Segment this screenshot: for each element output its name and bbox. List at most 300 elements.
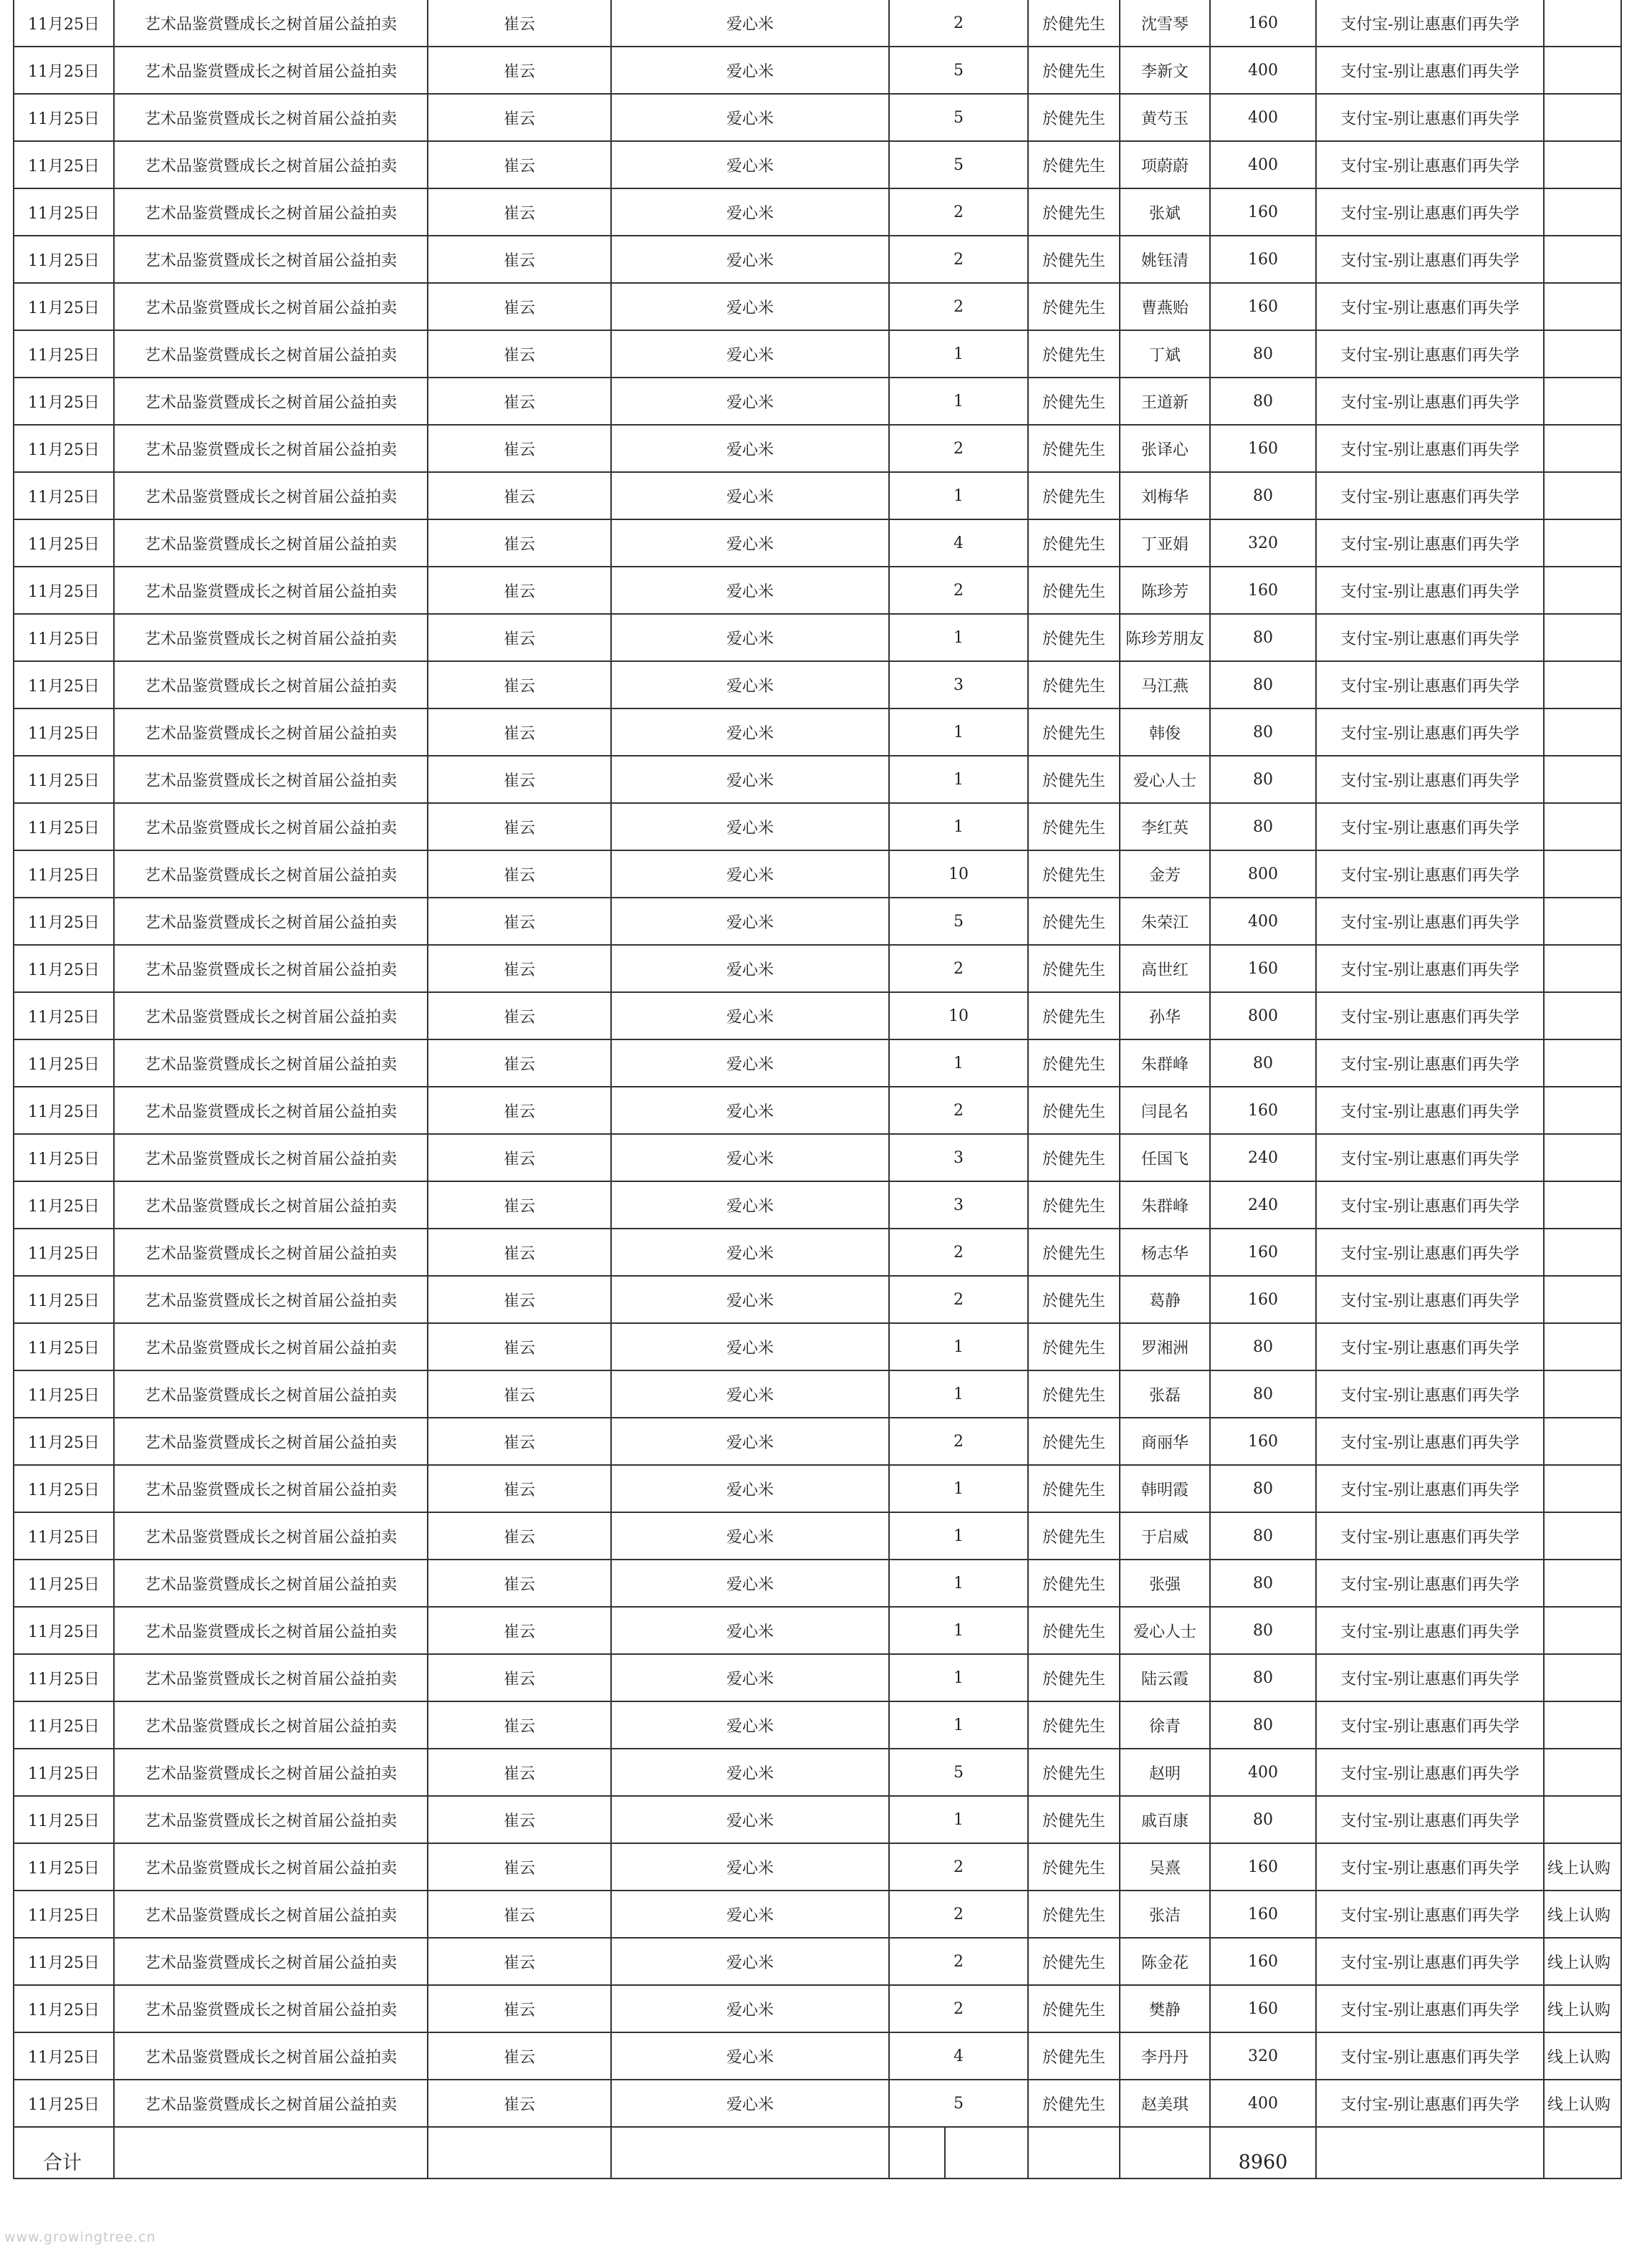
note-cell: 线上认购 xyxy=(1544,1985,1621,2032)
donor-cell: 丁斌 xyxy=(1120,330,1210,378)
donor-cell: 朱群峰 xyxy=(1120,1039,1210,1087)
quantity-cell: 10 xyxy=(889,850,1028,898)
quantity-cell: 2 xyxy=(889,236,1028,283)
item-cell: 爱心米 xyxy=(611,1465,889,1512)
channel-cell: 支付宝-别让惠惠们再失学 xyxy=(1316,992,1544,1039)
channel-cell: 支付宝-别让惠惠们再失学 xyxy=(1316,850,1544,898)
amount-cell: 160 xyxy=(1210,283,1316,330)
seller-cell: 於健先生 xyxy=(1028,1843,1120,1891)
event-cell: 艺术品鉴赏暨成长之树首届公益拍卖 xyxy=(114,1654,428,1701)
date-cell: 11月25日 xyxy=(14,330,114,378)
event-cell: 艺术品鉴赏暨成长之树首届公益拍卖 xyxy=(114,378,428,425)
item-cell: 爱心米 xyxy=(611,756,889,803)
date-cell: 11月25日 xyxy=(14,614,114,661)
quantity-cell: 1 xyxy=(889,1701,1028,1749)
note-cell: 线上认购 xyxy=(1544,2032,1621,2080)
note-cell xyxy=(1544,330,1621,378)
donor-cell: 曹燕贻 xyxy=(1120,283,1210,330)
organizer-cell: 崔云 xyxy=(428,1843,611,1891)
organizer-cell: 崔云 xyxy=(428,1749,611,1796)
quantity-cell: 2 xyxy=(889,1418,1028,1465)
date-cell: 11月25日 xyxy=(14,567,114,614)
channel-cell: 支付宝-别让惠惠们再失学 xyxy=(1316,0,1544,47)
seller-cell: 於健先生 xyxy=(1028,1938,1120,1985)
quantity-cell: 4 xyxy=(889,2032,1028,2080)
channel-cell: 支付宝-别让惠惠们再失学 xyxy=(1316,236,1544,283)
seller-cell: 於健先生 xyxy=(1028,1229,1120,1276)
quantity-cell: 3 xyxy=(889,661,1028,708)
note-cell xyxy=(1544,1276,1621,1323)
event-cell: 艺术品鉴赏暨成长之树首届公益拍卖 xyxy=(114,1370,428,1418)
date-cell: 11月25日 xyxy=(14,188,114,236)
item-cell: 爱心米 xyxy=(611,850,889,898)
seller-cell: 於健先生 xyxy=(1028,141,1120,188)
note-cell: 线上认购 xyxy=(1544,2080,1621,2127)
total-label: 合计 xyxy=(14,2127,114,2178)
note-cell xyxy=(1544,47,1621,94)
quantity-cell: 1 xyxy=(889,472,1028,519)
organizer-cell: 崔云 xyxy=(428,283,611,330)
date-cell: 11月25日 xyxy=(14,708,114,756)
event-cell: 艺术品鉴赏暨成长之树首届公益拍卖 xyxy=(114,1229,428,1276)
event-cell: 艺术品鉴赏暨成长之树首届公益拍卖 xyxy=(114,1134,428,1181)
total-cell-empty xyxy=(611,2127,889,2178)
organizer-cell: 崔云 xyxy=(428,756,611,803)
date-cell: 11月25日 xyxy=(14,1938,114,1985)
date-cell: 11月25日 xyxy=(14,1087,114,1134)
quantity-cell: 3 xyxy=(889,1134,1028,1181)
seller-cell: 於健先生 xyxy=(1028,661,1120,708)
channel-cell: 支付宝-别让惠惠们再失学 xyxy=(1316,1134,1544,1181)
amount-cell: 80 xyxy=(1210,1701,1316,1749)
table-row xyxy=(14,2032,1621,2080)
seller-cell: 於健先生 xyxy=(1028,1607,1120,1654)
note-cell xyxy=(1544,803,1621,850)
note-cell: 线上认购 xyxy=(1544,1938,1621,1985)
donor-cell: 张斌 xyxy=(1120,188,1210,236)
donor-cell: 朱荣江 xyxy=(1120,898,1210,945)
quantity-cell: 2 xyxy=(889,567,1028,614)
note-cell xyxy=(1544,567,1621,614)
donation-table xyxy=(13,0,1622,2179)
item-cell: 爱心米 xyxy=(611,614,889,661)
note-cell xyxy=(1544,188,1621,236)
seller-cell: 於健先生 xyxy=(1028,236,1120,283)
seller-cell: 於健先生 xyxy=(1028,330,1120,378)
seller-cell: 於健先生 xyxy=(1028,425,1120,472)
date-cell: 11月25日 xyxy=(14,0,114,47)
quantity-cell: 1 xyxy=(889,1465,1028,1512)
event-cell: 艺术品鉴赏暨成长之树首届公益拍卖 xyxy=(114,803,428,850)
channel-cell: 支付宝-别让惠惠们再失学 xyxy=(1316,1985,1544,2032)
event-cell: 艺术品鉴赏暨成长之树首届公益拍卖 xyxy=(114,236,428,283)
item-cell: 爱心米 xyxy=(611,661,889,708)
table-row xyxy=(14,1985,1621,2032)
item-cell: 爱心米 xyxy=(611,1370,889,1418)
note-cell xyxy=(1544,898,1621,945)
event-cell: 艺术品鉴赏暨成长之树首届公益拍卖 xyxy=(114,1891,428,1938)
organizer-cell: 崔云 xyxy=(428,614,611,661)
quantity-cell: 10 xyxy=(889,992,1028,1039)
item-cell: 爱心米 xyxy=(611,1843,889,1891)
note-cell xyxy=(1544,945,1621,992)
note-cell: 线上认购 xyxy=(1544,1891,1621,1938)
item-cell: 爱心米 xyxy=(611,708,889,756)
donor-cell: 吴熹 xyxy=(1120,1843,1210,1891)
seller-cell: 於健先生 xyxy=(1028,0,1120,47)
event-cell: 艺术品鉴赏暨成长之树首届公益拍卖 xyxy=(114,1607,428,1654)
donor-cell: 王道新 xyxy=(1120,378,1210,425)
donor-cell: 张洁 xyxy=(1120,1891,1210,1938)
item-cell: 爱心米 xyxy=(611,519,889,567)
quantity-cell: 5 xyxy=(889,94,1028,141)
note-cell xyxy=(1544,0,1621,47)
date-cell: 11月25日 xyxy=(14,378,114,425)
organizer-cell: 崔云 xyxy=(428,1465,611,1512)
date-cell: 11月25日 xyxy=(14,519,114,567)
item-cell: 爱心米 xyxy=(611,47,889,94)
date-cell: 11月25日 xyxy=(14,756,114,803)
channel-cell: 支付宝-别让惠惠们再失学 xyxy=(1316,614,1544,661)
total-cell-empty xyxy=(945,2127,1028,2178)
item-cell: 爱心米 xyxy=(611,1276,889,1323)
item-cell: 爱心米 xyxy=(611,1087,889,1134)
amount-cell: 400 xyxy=(1210,1749,1316,1796)
donor-cell: 杨志华 xyxy=(1120,1229,1210,1276)
seller-cell: 於健先生 xyxy=(1028,472,1120,519)
channel-cell: 支付宝-别让惠惠们再失学 xyxy=(1316,141,1544,188)
donor-cell: 韩明霞 xyxy=(1120,1465,1210,1512)
note-cell: 线上认购 xyxy=(1544,1843,1621,1891)
event-cell: 艺术品鉴赏暨成长之树首届公益拍卖 xyxy=(114,2032,428,2080)
donor-cell: 金芳 xyxy=(1120,850,1210,898)
amount-cell: 160 xyxy=(1210,1276,1316,1323)
organizer-cell: 崔云 xyxy=(428,1039,611,1087)
organizer-cell: 崔云 xyxy=(428,378,611,425)
organizer-cell: 崔云 xyxy=(428,661,611,708)
channel-cell: 支付宝-别让惠惠们再失学 xyxy=(1316,283,1544,330)
item-cell: 爱心米 xyxy=(611,0,889,47)
organizer-cell: 崔云 xyxy=(428,945,611,992)
seller-cell: 於健先生 xyxy=(1028,188,1120,236)
table-row xyxy=(14,1938,1621,1985)
event-cell: 艺术品鉴赏暨成长之树首届公益拍卖 xyxy=(114,567,428,614)
channel-cell: 支付宝-别让惠惠们再失学 xyxy=(1316,330,1544,378)
quantity-cell: 2 xyxy=(889,1276,1028,1323)
note-cell xyxy=(1544,94,1621,141)
date-cell: 11月25日 xyxy=(14,1654,114,1701)
donor-cell: 高世红 xyxy=(1120,945,1210,992)
date-cell: 11月25日 xyxy=(14,1607,114,1654)
donor-cell: 罗湘洲 xyxy=(1120,1323,1210,1370)
donor-cell: 朱群峰 xyxy=(1120,1181,1210,1229)
table-row xyxy=(14,236,1621,283)
donor-cell: 韩俊 xyxy=(1120,708,1210,756)
donor-cell: 葛静 xyxy=(1120,1276,1210,1323)
amount-cell: 400 xyxy=(1210,47,1316,94)
table-row xyxy=(14,661,1621,708)
event-cell: 艺术品鉴赏暨成长之树首届公益拍卖 xyxy=(114,1323,428,1370)
date-cell: 11月25日 xyxy=(14,1418,114,1465)
seller-cell: 於健先生 xyxy=(1028,803,1120,850)
channel-cell: 支付宝-别让惠惠们再失学 xyxy=(1316,47,1544,94)
quantity-cell: 1 xyxy=(889,708,1028,756)
quantity-cell: 1 xyxy=(889,803,1028,850)
quantity-cell: 2 xyxy=(889,0,1028,47)
donor-cell: 黄芍玉 xyxy=(1120,94,1210,141)
amount-cell: 160 xyxy=(1210,0,1316,47)
item-cell: 爱心米 xyxy=(611,283,889,330)
event-cell: 艺术品鉴赏暨成长之树首届公益拍卖 xyxy=(114,1181,428,1229)
item-cell: 爱心米 xyxy=(611,94,889,141)
item-cell: 爱心米 xyxy=(611,1229,889,1276)
organizer-cell: 崔云 xyxy=(428,708,611,756)
donor-cell: 爱心人士 xyxy=(1120,756,1210,803)
channel-cell: 支付宝-别让惠惠们再失学 xyxy=(1316,2080,1544,2127)
table-row xyxy=(14,803,1621,850)
note-cell xyxy=(1544,519,1621,567)
total-cell-empty xyxy=(1028,2127,1120,2178)
event-cell: 艺术品鉴赏暨成长之树首届公益拍卖 xyxy=(114,283,428,330)
donor-cell: 樊静 xyxy=(1120,1985,1210,2032)
note-cell xyxy=(1544,1229,1621,1276)
event-cell: 艺术品鉴赏暨成长之树首届公益拍卖 xyxy=(114,141,428,188)
table-row xyxy=(14,1654,1621,1701)
organizer-cell: 崔云 xyxy=(428,94,611,141)
note-cell xyxy=(1544,1418,1621,1465)
date-cell: 11月25日 xyxy=(14,992,114,1039)
table-row xyxy=(14,1323,1621,1370)
total-cell-empty xyxy=(114,2127,428,2178)
item-cell: 爱心米 xyxy=(611,1560,889,1607)
date-cell: 11月25日 xyxy=(14,425,114,472)
quantity-cell: 2 xyxy=(889,1938,1028,1985)
item-cell: 爱心米 xyxy=(611,1654,889,1701)
seller-cell: 於健先生 xyxy=(1028,1465,1120,1512)
item-cell: 爱心米 xyxy=(611,567,889,614)
organizer-cell: 崔云 xyxy=(428,992,611,1039)
date-cell: 11月25日 xyxy=(14,1796,114,1843)
amount-cell: 80 xyxy=(1210,1512,1316,1560)
table-row xyxy=(14,519,1621,567)
quantity-cell: 1 xyxy=(889,330,1028,378)
organizer-cell: 崔云 xyxy=(428,1560,611,1607)
amount-cell: 400 xyxy=(1210,94,1316,141)
date-cell: 11月25日 xyxy=(14,236,114,283)
item-cell: 爱心米 xyxy=(611,1701,889,1749)
organizer-cell: 崔云 xyxy=(428,1796,611,1843)
date-cell: 11月25日 xyxy=(14,1181,114,1229)
item-cell: 爱心米 xyxy=(611,803,889,850)
donor-cell: 任国飞 xyxy=(1120,1134,1210,1181)
note-cell xyxy=(1544,756,1621,803)
seller-cell: 於健先生 xyxy=(1028,567,1120,614)
table-row xyxy=(14,0,1621,47)
channel-cell: 支付宝-别让惠惠们再失学 xyxy=(1316,1370,1544,1418)
donor-cell: 姚钰清 xyxy=(1120,236,1210,283)
quantity-cell: 2 xyxy=(889,1229,1028,1276)
channel-cell: 支付宝-别让惠惠们再失学 xyxy=(1316,1512,1544,1560)
amount-cell: 80 xyxy=(1210,1039,1316,1087)
note-cell xyxy=(1544,283,1621,330)
quantity-cell: 2 xyxy=(889,425,1028,472)
table-row xyxy=(14,708,1621,756)
seller-cell: 於健先生 xyxy=(1028,1654,1120,1701)
total-cell-empty xyxy=(889,2127,945,2178)
channel-cell: 支付宝-别让惠惠们再失学 xyxy=(1316,188,1544,236)
table-row xyxy=(14,1087,1621,1134)
note-cell xyxy=(1544,614,1621,661)
event-cell: 艺术品鉴赏暨成长之树首届公益拍卖 xyxy=(114,47,428,94)
amount-cell: 240 xyxy=(1210,1181,1316,1229)
amount-cell: 160 xyxy=(1210,425,1316,472)
note-cell xyxy=(1544,1465,1621,1512)
item-cell: 爱心米 xyxy=(611,236,889,283)
amount-cell: 160 xyxy=(1210,567,1316,614)
donor-cell: 李红英 xyxy=(1120,803,1210,850)
organizer-cell: 崔云 xyxy=(428,47,611,94)
table-row xyxy=(14,567,1621,614)
item-cell: 爱心米 xyxy=(611,945,889,992)
organizer-cell: 崔云 xyxy=(428,188,611,236)
channel-cell: 支付宝-别让惠惠们再失学 xyxy=(1316,661,1544,708)
seller-cell: 於健先生 xyxy=(1028,1749,1120,1796)
donor-cell: 商丽华 xyxy=(1120,1418,1210,1465)
total-amount: 8960 xyxy=(1210,2127,1316,2178)
note-cell xyxy=(1544,378,1621,425)
amount-cell: 80 xyxy=(1210,1323,1316,1370)
amount-cell: 160 xyxy=(1210,945,1316,992)
date-cell: 11月25日 xyxy=(14,1843,114,1891)
item-cell: 爱心米 xyxy=(611,1512,889,1560)
item-cell: 爱心米 xyxy=(611,1134,889,1181)
item-cell: 爱心米 xyxy=(611,425,889,472)
quantity-cell: 1 xyxy=(889,1039,1028,1087)
seller-cell: 於健先生 xyxy=(1028,1276,1120,1323)
event-cell: 艺术品鉴赏暨成长之树首届公益拍卖 xyxy=(114,1701,428,1749)
table-row xyxy=(14,1370,1621,1418)
channel-cell: 支付宝-别让惠惠们再失学 xyxy=(1316,472,1544,519)
channel-cell: 支付宝-别让惠惠们再失学 xyxy=(1316,1749,1544,1796)
item-cell: 爱心米 xyxy=(611,472,889,519)
amount-cell: 80 xyxy=(1210,378,1316,425)
note-cell xyxy=(1544,472,1621,519)
note-cell xyxy=(1544,1134,1621,1181)
note-cell xyxy=(1544,1323,1621,1370)
table-row xyxy=(14,1512,1621,1560)
donor-cell: 徐青 xyxy=(1120,1701,1210,1749)
seller-cell: 於健先生 xyxy=(1028,283,1120,330)
amount-cell: 80 xyxy=(1210,708,1316,756)
organizer-cell: 崔云 xyxy=(428,1607,611,1654)
organizer-cell: 崔云 xyxy=(428,1134,611,1181)
total-cell-empty xyxy=(1316,2127,1544,2178)
note-cell xyxy=(1544,1749,1621,1796)
date-cell: 11月25日 xyxy=(14,1701,114,1749)
date-cell: 11月25日 xyxy=(14,945,114,992)
organizer-cell: 崔云 xyxy=(428,898,611,945)
donor-cell: 戚百康 xyxy=(1120,1796,1210,1843)
date-cell: 11月25日 xyxy=(14,2032,114,2080)
organizer-cell: 崔云 xyxy=(428,1418,611,1465)
organizer-cell: 崔云 xyxy=(428,1370,611,1418)
channel-cell: 支付宝-别让惠惠们再失学 xyxy=(1316,708,1544,756)
date-cell: 11月25日 xyxy=(14,94,114,141)
amount-cell: 80 xyxy=(1210,756,1316,803)
organizer-cell: 崔云 xyxy=(428,1181,611,1229)
event-cell: 艺术品鉴赏暨成长之树首届公益拍卖 xyxy=(114,1843,428,1891)
item-cell: 爱心米 xyxy=(611,898,889,945)
date-cell: 11月25日 xyxy=(14,47,114,94)
event-cell: 艺术品鉴赏暨成长之树首届公益拍卖 xyxy=(114,425,428,472)
table-row xyxy=(14,188,1621,236)
channel-cell: 支付宝-别让惠惠们再失学 xyxy=(1316,1465,1544,1512)
seller-cell: 於健先生 xyxy=(1028,2032,1120,2080)
channel-cell: 支付宝-别让惠惠们再失学 xyxy=(1316,945,1544,992)
item-cell: 爱心米 xyxy=(611,1985,889,2032)
channel-cell: 支付宝-别让惠惠们再失学 xyxy=(1316,1843,1544,1891)
date-cell: 11月25日 xyxy=(14,472,114,519)
quantity-cell: 2 xyxy=(889,188,1028,236)
quantity-cell: 5 xyxy=(889,898,1028,945)
total-cell-empty xyxy=(1544,2127,1621,2178)
note-cell xyxy=(1544,1181,1621,1229)
amount-cell: 160 xyxy=(1210,1891,1316,1938)
date-cell: 11月25日 xyxy=(14,1891,114,1938)
quantity-cell: 1 xyxy=(889,1654,1028,1701)
event-cell: 艺术品鉴赏暨成长之树首届公益拍卖 xyxy=(114,1560,428,1607)
table-row xyxy=(14,945,1621,992)
item-cell: 爱心米 xyxy=(611,1039,889,1087)
event-cell: 艺术品鉴赏暨成长之树首届公益拍卖 xyxy=(114,850,428,898)
amount-cell: 160 xyxy=(1210,236,1316,283)
quantity-cell: 5 xyxy=(889,2080,1028,2127)
amount-cell: 160 xyxy=(1210,1985,1316,2032)
organizer-cell: 崔云 xyxy=(428,1654,611,1701)
seller-cell: 於健先生 xyxy=(1028,1134,1120,1181)
table-row xyxy=(14,614,1621,661)
note-cell xyxy=(1544,1607,1621,1654)
donor-cell: 张译心 xyxy=(1120,425,1210,472)
total-cell-empty xyxy=(428,2127,611,2178)
event-cell: 艺术品鉴赏暨成长之树首届公益拍卖 xyxy=(114,1938,428,1985)
donor-cell: 李丹丹 xyxy=(1120,2032,1210,2080)
seller-cell: 於健先生 xyxy=(1028,1985,1120,2032)
date-cell: 11月25日 xyxy=(14,898,114,945)
note-cell xyxy=(1544,1796,1621,1843)
quantity-cell: 2 xyxy=(889,1087,1028,1134)
item-cell: 爱心米 xyxy=(611,141,889,188)
item-cell: 爱心米 xyxy=(611,1181,889,1229)
organizer-cell: 崔云 xyxy=(428,472,611,519)
seller-cell: 於健先生 xyxy=(1028,1560,1120,1607)
channel-cell: 支付宝-别让惠惠们再失学 xyxy=(1316,1087,1544,1134)
amount-cell: 80 xyxy=(1210,661,1316,708)
amount-cell: 160 xyxy=(1210,1938,1316,1985)
channel-cell: 支付宝-别让惠惠们再失学 xyxy=(1316,756,1544,803)
channel-cell: 支付宝-别让惠惠们再失学 xyxy=(1316,1938,1544,1985)
quantity-cell: 1 xyxy=(889,1512,1028,1560)
donor-cell: 赵美琪 xyxy=(1120,2080,1210,2127)
quantity-cell: 2 xyxy=(889,283,1028,330)
table-row xyxy=(14,1607,1621,1654)
amount-cell: 800 xyxy=(1210,992,1316,1039)
date-cell: 11月25日 xyxy=(14,803,114,850)
date-cell: 11月25日 xyxy=(14,1276,114,1323)
item-cell: 爱心米 xyxy=(611,1891,889,1938)
donor-cell: 刘梅华 xyxy=(1120,472,1210,519)
channel-cell: 支付宝-别让惠惠们再失学 xyxy=(1316,1323,1544,1370)
